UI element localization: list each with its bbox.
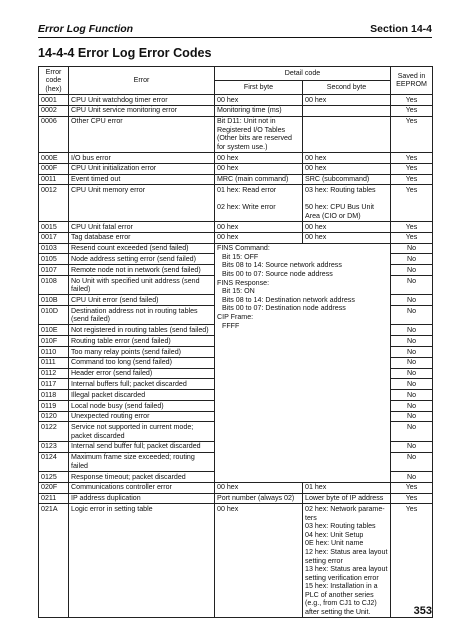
saved-in-eeprom-cell-line: No xyxy=(406,276,417,285)
fins-detail-line: Bits 00 to 07: Source node address xyxy=(222,269,333,278)
saved-in-eeprom-cell xyxy=(391,265,433,276)
table-row xyxy=(39,185,433,222)
saved-in-eeprom-cell xyxy=(391,411,433,422)
second-byte-cell-line: SRC (subcommand) xyxy=(305,175,370,184)
saved-in-eeprom-cell xyxy=(391,254,433,265)
first-byte-cell xyxy=(215,493,303,504)
error-description-cell xyxy=(69,452,215,471)
error-code-cell-line: 0015 xyxy=(41,222,57,231)
error-description-cell-line: IP address duplication xyxy=(71,494,141,503)
saved-in-eeprom-cell-line: Yes xyxy=(405,106,418,115)
error-description-cell-line: Event timed out xyxy=(71,175,121,184)
error-description-cell-line: CPU Unit watchdog timer error xyxy=(71,95,168,104)
first-byte-cell xyxy=(215,232,303,243)
second-byte-cell-line: PLC of another series xyxy=(305,590,374,599)
table-row xyxy=(39,116,433,153)
error-code-cell-line: 000F xyxy=(41,164,58,173)
saved-in-eeprom-cell-line: Yes xyxy=(405,494,418,503)
error-description-cell xyxy=(69,232,215,243)
second-byte-cell xyxy=(303,174,391,185)
first-byte-cell-line: 00 hex xyxy=(217,153,239,162)
error-description-cell-line: failed) xyxy=(71,285,91,294)
error-code-cell xyxy=(39,493,69,504)
error-description-cell-line: CPU Unit memory error xyxy=(71,186,146,195)
second-byte-cell-line: 00 hex xyxy=(305,153,327,162)
saved-in-eeprom-cell xyxy=(391,94,433,105)
second-byte-cell xyxy=(303,493,391,504)
saved-in-eeprom-cell xyxy=(391,357,433,368)
error-code-cell-line: 0124 xyxy=(41,453,57,462)
error-code-cell-line: 000E xyxy=(41,153,58,162)
error-description-cell xyxy=(69,411,215,422)
error-description-cell-line: (send failed) xyxy=(71,315,111,324)
error-code-cell-line: 010D xyxy=(41,306,58,315)
saved-in-eeprom-cell-line: No xyxy=(406,369,417,378)
fins-detail-line: CIP Frame: xyxy=(217,312,254,321)
error-code-cell-line: 0103 xyxy=(41,244,57,253)
table-row xyxy=(39,174,433,185)
error-code-cell xyxy=(39,243,69,254)
error-description-cell-line: Local node busy (send failed) xyxy=(71,401,164,410)
second-byte-cell-line: 15 hex: Installation in a xyxy=(305,582,378,591)
page-number: 353 xyxy=(413,605,432,617)
error-code-cell xyxy=(39,357,69,368)
second-byte-cell-line: setting error xyxy=(305,556,343,565)
saved-in-eeprom-cell xyxy=(391,306,433,325)
error-description-cell-line: Communications controller error xyxy=(71,483,172,492)
error-code-cell-line: 0118 xyxy=(41,390,57,399)
error-code-cell-line: 020F xyxy=(41,483,58,492)
second-byte-cell-line: 0E hex: Unit name xyxy=(305,539,364,548)
error-description-cell-line: Destination address not in routing tables xyxy=(71,306,198,315)
error-code-cell-line: 0002 xyxy=(41,106,57,115)
first-byte-cell-line: 00 hex xyxy=(217,222,239,231)
fins-detail-line: FFFF xyxy=(222,321,240,330)
first-byte-cell-line: MRC (main command) xyxy=(217,175,289,184)
error-code-cell xyxy=(39,116,69,153)
error-description-cell-line: Maximum frame size exceeded; routing xyxy=(71,453,195,462)
second-byte-cell-line: Area (CIO or DM) xyxy=(305,211,361,220)
error-description-cell-line: I/O bus error xyxy=(71,153,111,162)
error-description-cell-line: Routing table error (send failed) xyxy=(71,336,171,345)
error-description-cell-line: Other CPU error xyxy=(71,117,123,126)
error-code-cell-line: 0105 xyxy=(41,254,57,263)
error-description-cell xyxy=(69,325,215,336)
error-description-cell-line: Too many relay points (send failed) xyxy=(71,347,182,356)
first-byte-cell-line: 00 hex xyxy=(217,483,239,492)
saved-in-eeprom-cell-line: Yes xyxy=(405,153,418,162)
column-header-second-byte: Second byte xyxy=(303,80,391,94)
saved-in-eeprom-cell xyxy=(391,325,433,336)
saved-in-eeprom-cell xyxy=(391,222,433,233)
saved-in-eeprom-cell-line: Yes xyxy=(405,504,418,513)
error-code-cell xyxy=(39,153,69,164)
second-byte-cell-line: 13 hex: Status area layout xyxy=(305,565,388,574)
saved-in-eeprom-cell-line: Yes xyxy=(405,222,418,231)
second-byte-cell-line: 02 hex: Network parame- xyxy=(305,504,385,513)
first-byte-cell xyxy=(215,482,303,493)
error-code-cell xyxy=(39,336,69,347)
error-code-cell-line: 010B xyxy=(41,295,58,304)
saved-in-eeprom-cell xyxy=(391,347,433,358)
error-description-cell xyxy=(69,105,215,116)
error-code-cell xyxy=(39,452,69,471)
column-header-code: Error code (hex) xyxy=(39,67,69,95)
first-byte-cell xyxy=(215,163,303,174)
second-byte-cell-line xyxy=(305,195,388,204)
first-byte-cell xyxy=(215,153,303,164)
second-byte-cell-line: 50 hex: CPU Bus Unit xyxy=(305,203,374,212)
error-description-cell xyxy=(69,441,215,452)
error-code-cell-line: 0110 xyxy=(41,347,57,356)
fins-detail-line: FINS Response: xyxy=(217,278,270,287)
saved-in-eeprom-cell-line: No xyxy=(406,295,417,304)
error-code-cell xyxy=(39,295,69,306)
saved-in-eeprom-cell xyxy=(391,368,433,379)
error-description-cell-line: Header error (send failed) xyxy=(71,369,153,378)
error-code-cell xyxy=(39,368,69,379)
second-byte-cell-line: after setting the Unit. xyxy=(305,608,371,617)
second-byte-cell-line: 04 hex: Unit Setup xyxy=(305,530,364,539)
error-description-cell-line: failed xyxy=(71,461,88,470)
saved-in-eeprom-cell xyxy=(391,185,433,222)
saved-in-eeprom-cell-line: No xyxy=(406,336,417,345)
error-code-cell xyxy=(39,275,69,294)
error-description-cell xyxy=(69,482,215,493)
error-description-cell xyxy=(69,493,215,504)
second-byte-cell xyxy=(303,504,391,618)
first-byte-cell-line xyxy=(217,195,300,204)
error-description-cell-line: Internal buffers full; packet discarded xyxy=(71,379,187,388)
error-description-cell xyxy=(69,153,215,164)
saved-in-eeprom-cell xyxy=(391,452,433,471)
error-description-cell-line: Remote node not in network (send failed) xyxy=(71,265,201,274)
fins-detail-line: Bits 08 to 14: Source network address xyxy=(222,261,342,270)
fins-detail-line: Bits 00 to 07: Destination node address xyxy=(222,304,346,313)
first-byte-cell xyxy=(215,504,303,618)
error-description-cell-line: CPU Unit fatal error xyxy=(71,222,133,231)
second-byte-cell-line: 01 hex xyxy=(305,483,327,492)
error-description-cell-line: Internal send buffer full; packet discarded xyxy=(71,442,201,451)
table-row xyxy=(39,153,433,164)
error-code-cell-line: 0006 xyxy=(41,117,57,126)
saved-in-eeprom-cell-line: No xyxy=(406,358,417,367)
saved-in-eeprom-cell xyxy=(391,163,433,174)
saved-in-eeprom-cell xyxy=(391,482,433,493)
error-code-cell xyxy=(39,347,69,358)
error-description-cell-line: Service not supported in current mode; xyxy=(71,423,194,432)
second-byte-cell-line: Lower byte of IP address xyxy=(305,494,384,503)
error-code-cell-line: 0107 xyxy=(41,265,57,274)
error-description-cell-line: CPU Unit error (send failed) xyxy=(71,295,159,304)
saved-in-eeprom-cell-line: No xyxy=(406,453,417,462)
saved-in-eeprom-cell xyxy=(391,493,433,504)
saved-in-eeprom-cell xyxy=(391,379,433,390)
error-description-cell-line: CPU Unit initialization error xyxy=(71,164,157,173)
second-byte-cell-line: 03 hex: Routing tables xyxy=(305,186,376,195)
saved-in-eeprom-cell xyxy=(391,105,433,116)
error-code-cell xyxy=(39,411,69,422)
first-byte-cell xyxy=(215,94,303,105)
error-code-cell-line: 0017 xyxy=(41,233,57,242)
error-code-cell-line: 0111 xyxy=(41,358,56,367)
second-byte-cell xyxy=(303,116,391,153)
error-code-cell xyxy=(39,163,69,174)
second-byte-cell-line: 00 hex xyxy=(305,222,327,231)
fins-detail-line: Bit 15: ON xyxy=(222,287,255,296)
fins-detail-line: Bit 15: OFF xyxy=(222,252,259,261)
error-code-cell xyxy=(39,379,69,390)
second-byte-cell-line: setting verification error xyxy=(305,573,379,582)
table-row xyxy=(39,222,433,233)
saved-in-eeprom-cell-line: Yes xyxy=(405,186,418,195)
second-byte-cell xyxy=(303,94,391,105)
saved-in-eeprom-cell-line: Yes xyxy=(405,233,418,242)
first-byte-cell-line: 00 hex xyxy=(217,233,239,242)
error-code-cell-line: 0012 xyxy=(41,186,57,195)
saved-in-eeprom-cell xyxy=(391,400,433,411)
error-description-cell-line: packet discarded xyxy=(71,431,125,440)
saved-in-eeprom-cell-line: Yes xyxy=(405,175,418,184)
saved-in-eeprom-cell-line: No xyxy=(406,326,417,335)
first-byte-cell-line: Port number (always 02) xyxy=(217,494,295,503)
second-byte-cell-line: 00 hex xyxy=(305,164,327,173)
error-code-cell xyxy=(39,265,69,276)
first-byte-cell-line: Monitoring time (ms) xyxy=(217,106,282,115)
saved-in-eeprom-cell xyxy=(391,504,433,618)
error-code-cell-line: 0211 xyxy=(41,494,57,503)
error-code-cell-line: 0108 xyxy=(41,276,57,285)
table-row xyxy=(39,163,433,174)
error-description-cell xyxy=(69,116,215,153)
error-code-cell xyxy=(39,306,69,325)
error-description-cell-line: Node address setting error (send failed) xyxy=(71,254,196,263)
section-label: Section 14-4 xyxy=(370,23,432,35)
error-description-cell-line: Command too long (send failed) xyxy=(71,358,172,367)
error-description-cell xyxy=(69,368,215,379)
error-code-cell xyxy=(39,222,69,233)
error-description-cell-line: Logic error in setting table xyxy=(71,504,153,513)
first-byte-cell-line: 00 hex xyxy=(217,164,239,173)
error-description-cell xyxy=(69,347,215,358)
saved-in-eeprom-cell-line: No xyxy=(406,390,417,399)
column-header-saved: Saved in EEPROM xyxy=(391,67,433,95)
error-code-cell xyxy=(39,482,69,493)
error-description-cell xyxy=(69,400,215,411)
error-code-cell-line: 010E xyxy=(41,326,58,335)
saved-in-eeprom-cell xyxy=(391,390,433,401)
second-byte-cell-line: 12 hex: Status area layout xyxy=(305,547,388,556)
second-byte-cell xyxy=(303,222,391,233)
error-description-cell xyxy=(69,295,215,306)
error-code-cell xyxy=(39,94,69,105)
second-byte-cell-line: (e.g., from CJ1 to CJ2) xyxy=(305,599,377,608)
error-code-cell-line: 0119 xyxy=(41,401,57,410)
table-row xyxy=(39,232,433,243)
saved-in-eeprom-cell-line: No xyxy=(406,265,417,274)
first-byte-cell-line: Bit D11: Unit not in Registered I/O Tables xyxy=(217,117,286,134)
second-byte-cell xyxy=(303,185,391,222)
table-row xyxy=(39,493,433,504)
second-byte-cell xyxy=(303,153,391,164)
error-description-cell xyxy=(69,306,215,325)
saved-in-eeprom-cell xyxy=(391,275,433,294)
error-code-cell-line: 0125 xyxy=(41,472,57,481)
error-code-cell-line: 0120 xyxy=(41,412,57,421)
table-row xyxy=(39,482,433,493)
saved-in-eeprom-cell-line: Yes xyxy=(405,117,418,126)
second-byte-cell-line: 03 hex: Routing tables xyxy=(305,522,376,531)
error-description-cell-line: Not registered in routing tables (send failed) xyxy=(71,326,209,335)
error-code-cell xyxy=(39,400,69,411)
saved-in-eeprom-cell-line: No xyxy=(406,347,417,356)
error-code-cell-line: 0001 xyxy=(41,95,57,104)
error-description-cell-line: Resend count exceeded (send failed) xyxy=(71,244,189,253)
saved-in-eeprom-cell xyxy=(391,153,433,164)
fins-detail-cell xyxy=(215,243,391,482)
error-code-cell-line: 021A xyxy=(41,504,58,513)
first-byte-cell xyxy=(215,116,303,153)
saved-in-eeprom-cell-line: No xyxy=(406,472,417,481)
second-byte-cell-line: 00 hex xyxy=(305,233,327,242)
column-header-detail: Detail code xyxy=(215,67,391,81)
saved-in-eeprom-cell xyxy=(391,472,433,483)
error-code-cell xyxy=(39,472,69,483)
error-code-cell xyxy=(39,174,69,185)
first-byte-cell-line: 01 hex: Read error xyxy=(217,186,277,195)
error-code-cell xyxy=(39,504,69,618)
error-description-cell xyxy=(69,265,215,276)
error-description-cell-line: CPU Unit service monitoring error xyxy=(71,106,178,115)
saved-in-eeprom-cell xyxy=(391,441,433,452)
error-code-cell xyxy=(39,441,69,452)
error-description-cell xyxy=(69,163,215,174)
fins-detail-line: Bits 08 to 14: Destination network address xyxy=(222,295,355,304)
column-header-first-byte: First byte xyxy=(215,80,303,94)
error-description-cell xyxy=(69,390,215,401)
chapter-title: Error Log Function xyxy=(38,23,134,35)
saved-in-eeprom-cell xyxy=(391,243,433,254)
error-code-cell xyxy=(39,325,69,336)
table-row xyxy=(39,94,433,105)
error-code-cell xyxy=(39,422,69,441)
saved-in-eeprom-cell-line: No xyxy=(406,306,417,315)
first-byte-cell-line: (Other bits are reserved for system use.) xyxy=(217,134,292,151)
error-description-cell xyxy=(69,254,215,265)
error-description-cell xyxy=(69,222,215,233)
error-description-cell-line: Response timeout; packet discarded xyxy=(71,472,186,481)
second-byte-cell xyxy=(303,232,391,243)
error-description-cell-line: Tag database error xyxy=(71,233,131,242)
error-code-cell xyxy=(39,254,69,265)
first-byte-cell xyxy=(215,185,303,222)
first-byte-cell-line: 00 hex xyxy=(217,504,239,513)
error-description-cell xyxy=(69,174,215,185)
saved-in-eeprom-cell xyxy=(391,422,433,441)
error-description-cell xyxy=(69,357,215,368)
saved-in-eeprom-cell-line: Yes xyxy=(405,483,418,492)
error-code-cell xyxy=(39,105,69,116)
table-row xyxy=(39,105,433,116)
error-description-cell-line: Unexpected routing error xyxy=(71,412,150,421)
saved-in-eeprom-cell-line: Yes xyxy=(405,95,418,104)
saved-in-eeprom-cell xyxy=(391,174,433,185)
error-description-cell xyxy=(69,379,215,390)
error-code-cell-line: 010F xyxy=(41,336,58,345)
error-code-cell-line: 0011 xyxy=(41,175,57,184)
error-code-cell-line: 0117 xyxy=(41,379,57,388)
saved-in-eeprom-cell-line: No xyxy=(406,401,417,410)
running-header xyxy=(38,22,432,38)
fins-detail-line: FINS Command: xyxy=(217,244,270,253)
saved-in-eeprom-cell-line: No xyxy=(406,412,417,421)
saved-in-eeprom-cell-line: No xyxy=(406,379,417,388)
first-byte-cell xyxy=(215,222,303,233)
first-byte-cell-line: 02 hex: Write error xyxy=(217,203,276,212)
error-description-cell xyxy=(69,94,215,105)
error-description-cell xyxy=(69,243,215,254)
second-byte-cell-line: ters xyxy=(305,513,317,522)
saved-in-eeprom-cell-line: Yes xyxy=(405,164,418,173)
error-code-cell-line: 0122 xyxy=(41,423,57,432)
saved-in-eeprom-cell-line: No xyxy=(406,442,417,451)
first-byte-cell xyxy=(215,174,303,185)
saved-in-eeprom-cell-line: No xyxy=(406,423,417,432)
error-description-cell xyxy=(69,472,215,483)
second-byte-cell xyxy=(303,105,391,116)
saved-in-eeprom-cell xyxy=(391,232,433,243)
error-description-cell xyxy=(69,422,215,441)
error-description-cell-line: No Unit with specified unit address (send xyxy=(71,276,200,285)
error-description-cell xyxy=(69,336,215,347)
saved-in-eeprom-cell xyxy=(391,336,433,347)
error-code-cell xyxy=(39,232,69,243)
second-byte-cell xyxy=(303,482,391,493)
error-code-table xyxy=(38,66,433,618)
table-header-row xyxy=(39,67,433,81)
error-code-cell-line: 0112 xyxy=(41,369,57,378)
first-byte-cell-line: 00 hex xyxy=(217,95,239,104)
first-byte-cell xyxy=(215,105,303,116)
column-header-error: Error xyxy=(69,67,215,95)
table-row xyxy=(39,504,433,618)
second-byte-cell-line: 00 hex xyxy=(305,95,327,104)
saved-in-eeprom-cell-line: No xyxy=(406,254,417,263)
error-description-cell xyxy=(69,504,215,618)
saved-in-eeprom-cell xyxy=(391,116,433,153)
table-row xyxy=(39,243,433,254)
error-code-cell xyxy=(39,185,69,222)
error-code-cell xyxy=(39,390,69,401)
error-description-cell xyxy=(69,185,215,222)
section-heading: 14-4-4 Error Log Error Codes xyxy=(38,46,212,60)
second-byte-cell xyxy=(303,163,391,174)
error-description-cell xyxy=(69,275,215,294)
error-code-cell-line: 0123 xyxy=(41,442,57,451)
error-description-cell-line: Illegal packet discarded xyxy=(71,390,146,399)
saved-in-eeprom-cell xyxy=(391,295,433,306)
saved-in-eeprom-cell-line: No xyxy=(406,244,417,253)
table-body xyxy=(39,94,433,617)
